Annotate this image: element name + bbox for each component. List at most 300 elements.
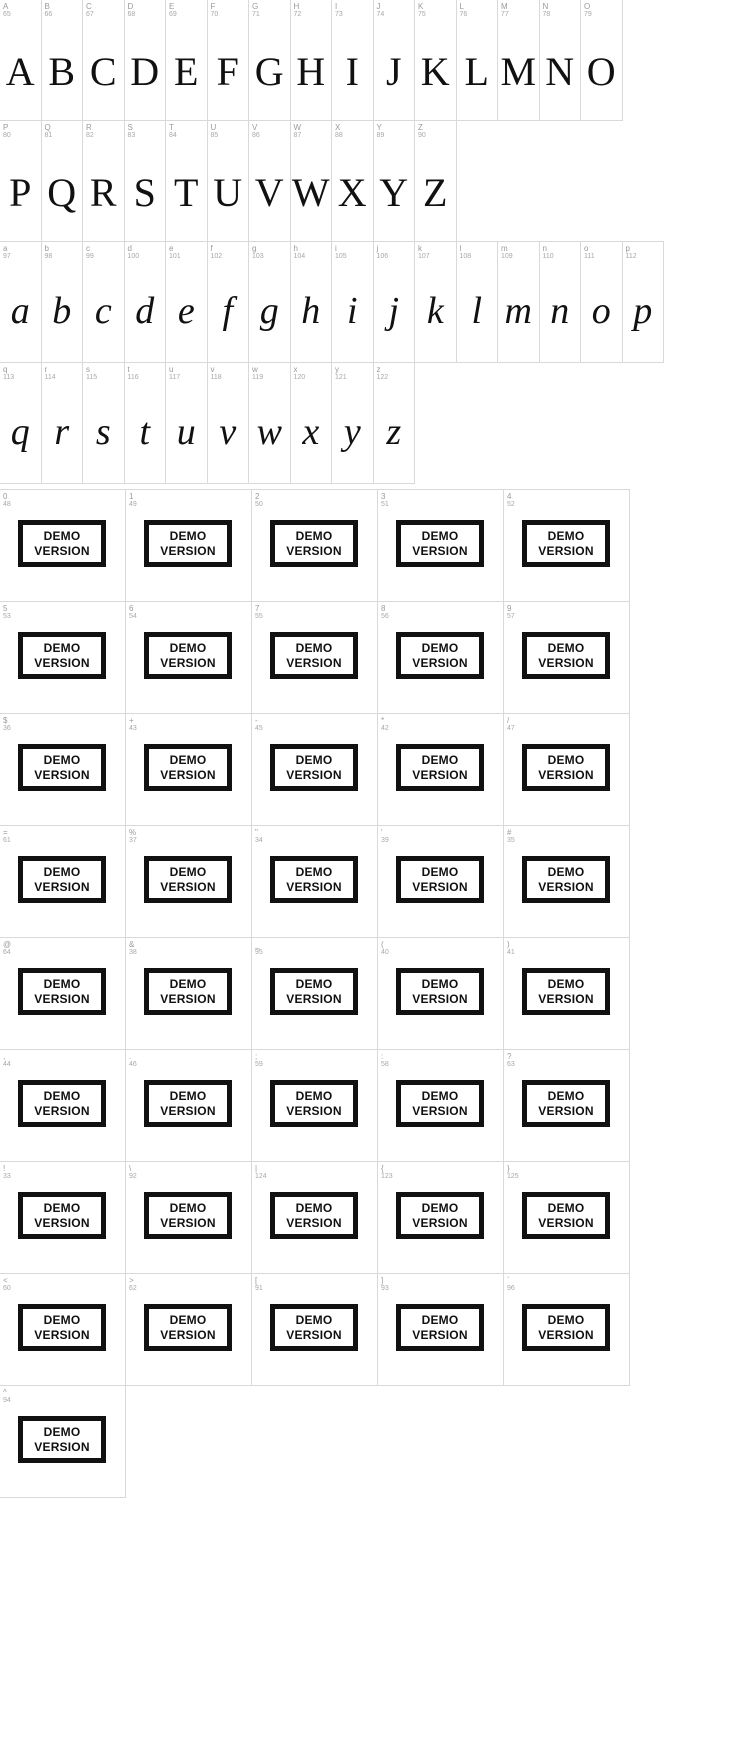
glyph-preview: I: [345, 49, 359, 94]
demo-cell[interactable]: [377, 601, 504, 714]
glyph-tag: } 125: [507, 1164, 519, 1180]
glyph-cell[interactable]: [124, 0, 167, 121]
glyph-cell[interactable]: [0, 362, 42, 484]
glyph-code: 102: [210, 253, 223, 260]
glyph-preview: k: [426, 290, 444, 332]
glyph-cell[interactable]: [82, 0, 125, 121]
glyph-code: 73: [335, 11, 343, 18]
glyph-code: 42: [381, 725, 389, 732]
glyph-tag: r 114: [44, 365, 56, 381]
glyph-tag: Y 89: [376, 123, 385, 139]
glyph-code: 78: [542, 11, 551, 18]
demo-version-badge: [144, 520, 232, 567]
glyph-tag: + 43: [129, 716, 137, 732]
demo-cell[interactable]: [251, 1161, 378, 1274]
demo-cell[interactable]: [251, 825, 378, 938]
glyph-cell[interactable]: [207, 0, 250, 121]
glyph-preview: Y: [379, 170, 409, 215]
glyph-cell[interactable]: [414, 120, 457, 242]
glyph-cell[interactable]: [497, 0, 540, 121]
demo-label-line1: DEMO: [43, 977, 81, 991]
demo-cell[interactable]: [377, 1049, 504, 1162]
demo-cell[interactable]: [125, 713, 252, 826]
glyph-cell[interactable]: [165, 362, 208, 484]
demo-label-line1: DEMO: [547, 641, 585, 655]
demo-label-line2: VERSION: [538, 544, 594, 558]
glyph-code: 79: [584, 11, 592, 18]
glyph-cell[interactable]: [248, 241, 291, 363]
glyph-preview: Q: [47, 170, 77, 215]
glyph-tag: { 123: [381, 1164, 393, 1180]
glyph-tag: J 74: [376, 2, 385, 18]
demo-cell[interactable]: [125, 937, 252, 1050]
glyph-preview: t: [139, 411, 151, 453]
glyph-tag: G 71: [252, 2, 260, 18]
demo-cell[interactable]: [0, 489, 126, 602]
glyph-code: 125: [507, 1173, 519, 1180]
glyph-preview: p: [633, 290, 653, 332]
glyph-code: 82: [86, 132, 94, 139]
demo-version-badge: [18, 968, 106, 1015]
demo-label-line1: DEMO: [547, 865, 585, 879]
glyph-tag: [ 91: [255, 1276, 263, 1292]
glyph-code: 41: [507, 949, 515, 956]
glyph-code: 55: [255, 613, 263, 620]
glyph-preview: D: [130, 49, 160, 94]
glyph-tag: k 107: [418, 244, 430, 260]
demo-version-badge: [522, 632, 610, 679]
demo-cell[interactable]: [251, 713, 378, 826]
glyph-tag: Q 81: [44, 123, 53, 139]
glyph-code: 105: [335, 253, 347, 260]
glyph-cell[interactable]: [373, 120, 416, 242]
glyph-cell[interactable]: [580, 0, 623, 121]
glyph-code: 116: [127, 374, 139, 381]
glyph-cell[interactable]: [82, 241, 125, 363]
demo-cell[interactable]: [251, 489, 378, 602]
glyph-tag: C 67: [86, 2, 94, 18]
glyph-code: 96: [507, 1285, 515, 1292]
demo-cell[interactable]: [251, 1273, 378, 1386]
demo-label-line2: VERSION: [34, 656, 90, 670]
glyph-code: 108: [459, 253, 472, 260]
demo-row: [0, 1050, 750, 1162]
glyph-tag: E 69: [169, 2, 177, 18]
demo-label-line2: VERSION: [286, 656, 342, 670]
demo-cell[interactable]: [503, 937, 630, 1050]
glyph-code: 114: [44, 374, 56, 381]
glyph-code: 104: [293, 253, 306, 260]
demo-cell[interactable]: [503, 1161, 630, 1274]
glyph-cell[interactable]: [82, 362, 125, 484]
demo-cell[interactable]: [0, 937, 126, 1050]
demo-label-line1: DEMO: [169, 641, 207, 655]
glyph-code: 118: [210, 374, 222, 381]
glyph-cell[interactable]: [207, 241, 250, 363]
glyph-code: 88: [335, 132, 343, 139]
glyph-code: 77: [501, 11, 509, 18]
demo-label-line1: DEMO: [421, 753, 459, 767]
demo-label-line1: DEMO: [169, 1089, 207, 1103]
glyph-cell[interactable]: [331, 362, 374, 484]
demo-cell[interactable]: [125, 601, 252, 714]
glyph-cell[interactable]: [165, 120, 208, 242]
demo-row: [0, 714, 750, 826]
glyph-tag: # 35: [507, 828, 515, 844]
demo-cell[interactable]: [377, 1273, 504, 1386]
demo-version-badge: [18, 744, 106, 791]
glyph-preview: b: [52, 290, 72, 332]
demo-version-badge: [396, 632, 484, 679]
glyph-tag: Z 90: [418, 123, 426, 139]
demo-label-line2: VERSION: [412, 992, 468, 1006]
demo-cell[interactable]: [125, 1161, 252, 1274]
glyph-preview: V: [254, 170, 284, 215]
glyph-cell[interactable]: [497, 241, 540, 363]
glyph-code: 74: [376, 11, 385, 18]
glyph-row: [0, 121, 750, 242]
demo-version-badge: [18, 1416, 106, 1463]
glyph-cell[interactable]: [207, 362, 250, 484]
glyph-code: 56: [381, 613, 389, 620]
demo-cell[interactable]: [125, 825, 252, 938]
glyph-code: 124: [255, 1173, 267, 1180]
demo-label-line2: VERSION: [286, 768, 342, 782]
demo-row: [0, 602, 750, 714]
glyph-tag: n 110: [542, 244, 554, 260]
demo-label-line2: VERSION: [34, 992, 90, 1006]
glyph-code: 49: [129, 501, 137, 508]
glyph-preview: U: [213, 170, 243, 215]
demo-cell[interactable]: [251, 1049, 378, 1162]
glyph-preview: H: [296, 49, 326, 94]
glyph-tag: N 78: [542, 2, 551, 18]
glyph-code: 72: [293, 11, 302, 18]
glyph-cell[interactable]: [373, 0, 416, 121]
demo-cell[interactable]: [0, 601, 126, 714]
glyph-cell[interactable]: [41, 0, 84, 121]
demo-label-line2: VERSION: [160, 768, 216, 782]
glyph-preview: W: [291, 170, 330, 215]
glyph-cell[interactable]: [290, 362, 333, 484]
glyph-cell[interactable]: [580, 241, 623, 363]
glyph-code: 39: [381, 837, 389, 844]
demo-version-badge: [522, 1304, 610, 1351]
glyph-tag: ] 93: [381, 1276, 389, 1292]
glyph-preview: w: [256, 411, 282, 453]
glyph-cell[interactable]: [41, 241, 84, 363]
demo-label-line2: VERSION: [412, 544, 468, 558]
glyph-preview: x: [302, 411, 320, 453]
demo-version-badge: [144, 632, 232, 679]
glyph-tag: ( 40: [381, 940, 389, 956]
glyph-cell[interactable]: [248, 120, 291, 242]
glyph-tag: F 70: [210, 2, 219, 18]
glyph-code: 87: [293, 132, 302, 139]
glyph-cell[interactable]: [456, 0, 499, 121]
demo-version-badge: [522, 744, 610, 791]
demo-version-badge: [144, 968, 232, 1015]
glyph-tag: 8 56: [381, 604, 389, 620]
glyph-code: 117: [169, 374, 181, 381]
glyph-preview: F: [216, 49, 239, 94]
glyph-tag: \ 92: [129, 1164, 137, 1180]
glyph-code: 83: [127, 132, 136, 139]
demo-cell[interactable]: [503, 1273, 630, 1386]
demo-label-line1: DEMO: [547, 1089, 585, 1103]
demo-label-line1: DEMO: [295, 753, 333, 767]
glyph-cell[interactable]: [248, 362, 291, 484]
glyph-code: 34: [255, 837, 263, 844]
glyph-code: 40: [381, 949, 389, 956]
glyph-code: 66: [44, 11, 53, 18]
glyph-preview: O: [586, 49, 616, 94]
demo-cell[interactable]: [377, 825, 504, 938]
demo-cell[interactable]: [503, 825, 630, 938]
demo-label-line1: DEMO: [43, 865, 81, 879]
glyph-cell[interactable]: [290, 241, 333, 363]
demo-label-line2: VERSION: [538, 1328, 594, 1342]
glyph-cell[interactable]: [414, 0, 457, 121]
demo-cell[interactable]: [251, 937, 378, 1050]
glyph-tag: = 61: [3, 828, 11, 844]
glyph-code: 69: [169, 11, 177, 18]
demo-cell[interactable]: [377, 1161, 504, 1274]
glyph-preview: j: [388, 290, 400, 332]
demo-cell[interactable]: [125, 1049, 252, 1162]
demo-label-line2: VERSION: [34, 880, 90, 894]
demo-version-badge: [144, 856, 232, 903]
demo-row: [0, 1162, 750, 1274]
glyph-code: 59: [255, 1061, 263, 1068]
glyph-cell[interactable]: [124, 241, 167, 363]
demo-label-line2: VERSION: [34, 1104, 90, 1118]
glyph-preview: P: [9, 170, 32, 215]
glyph-code: 107: [418, 253, 430, 260]
glyph-cell[interactable]: [414, 241, 457, 363]
demo-label-line1: DEMO: [169, 977, 207, 991]
glyph-cell[interactable]: [124, 120, 167, 242]
glyph-code: 106: [376, 253, 389, 260]
glyph-cell[interactable]: [0, 0, 42, 121]
glyph-code: 76: [459, 11, 468, 18]
glyph-code: 65: [3, 11, 11, 18]
glyph-tag: D 68: [127, 2, 136, 18]
glyph-tag: > 62: [129, 1276, 137, 1292]
demo-label-line1: DEMO: [547, 753, 585, 767]
demo-cell[interactable]: [503, 489, 630, 602]
glyph-tag: < 60: [3, 1276, 11, 1292]
glyph-code: 98: [44, 253, 53, 260]
glyph-code: 81: [44, 132, 53, 139]
demo-version-badge: [396, 968, 484, 1015]
glyph-cell[interactable]: [290, 120, 333, 242]
demo-cell[interactable]: [503, 1049, 630, 1162]
glyph-code: 33: [3, 1173, 11, 1180]
glyph-tag: x 120: [293, 365, 306, 381]
glyph-code: 62: [129, 1285, 137, 1292]
glyph-tag: 6 54: [129, 604, 137, 620]
demo-version-badge: [18, 632, 106, 679]
demo-version-badge: [270, 520, 358, 567]
glyph-code: 94: [3, 1397, 11, 1404]
glyph-tag: m 109: [501, 244, 513, 260]
demo-version-badge: [270, 1304, 358, 1351]
glyph-cell[interactable]: [539, 0, 582, 121]
glyph-preview: l: [471, 290, 483, 332]
glyph-tag: V 86: [252, 123, 260, 139]
glyph-cell[interactable]: [248, 0, 291, 121]
demo-label-line2: VERSION: [286, 1328, 342, 1342]
demo-label-line2: VERSION: [538, 656, 594, 670]
demo-version-badge: [270, 1192, 358, 1239]
glyph-cell[interactable]: [207, 120, 250, 242]
demo-cell[interactable]: [125, 489, 252, 602]
glyph-preview: B: [48, 49, 76, 94]
glyph-code: 60: [3, 1285, 11, 1292]
glyph-cell[interactable]: [331, 241, 374, 363]
demo-label-line1: DEMO: [169, 1201, 207, 1215]
glyph-tag: i 105: [335, 244, 347, 260]
glyph-cell[interactable]: [82, 120, 125, 242]
glyph-code: 67: [86, 11, 94, 18]
glyph-cell[interactable]: [41, 362, 84, 484]
glyph-tag: s 115: [86, 365, 98, 381]
glyph-cell[interactable]: [539, 241, 582, 363]
glyph-cell[interactable]: [290, 0, 333, 121]
demo-cell[interactable]: [125, 1273, 252, 1386]
demo-version-badge: [396, 744, 484, 791]
glyph-preview: c: [94, 290, 112, 332]
glyph-tag: / 47: [507, 716, 515, 732]
glyph-code: 43: [129, 725, 137, 732]
demo-version-badge: [396, 1080, 484, 1127]
glyph-code: 37: [129, 837, 137, 844]
demo-label-line1: DEMO: [169, 753, 207, 767]
glyph-code: 92: [129, 1173, 137, 1180]
glyph-code: 52: [507, 501, 515, 508]
glyph-tag: M 77: [501, 2, 509, 18]
demo-label-line2: VERSION: [538, 768, 594, 782]
demo-cell[interactable]: [377, 489, 504, 602]
demo-label-line2: VERSION: [34, 1216, 90, 1230]
glyph-preview: C: [89, 49, 117, 94]
glyph-tag: 4 52: [507, 492, 515, 508]
demo-cell[interactable]: [377, 937, 504, 1050]
demo-cell[interactable]: [503, 601, 630, 714]
glyph-tag: d 100: [127, 244, 140, 260]
glyph-row: [0, 0, 750, 121]
glyph-tag: A 65: [3, 2, 11, 18]
demo-cell[interactable]: [377, 713, 504, 826]
glyph-tag: c 99: [86, 244, 94, 260]
glyph-code: 57: [507, 613, 515, 620]
glyph-code: 38: [129, 949, 137, 956]
glyph-tag: v 118: [210, 365, 222, 381]
glyph-preview: E: [174, 49, 199, 94]
demo-version-badge: [144, 1192, 232, 1239]
glyph-preview: u: [176, 411, 196, 453]
glyph-code: 112: [625, 253, 637, 260]
glyph-tag: t 116: [127, 365, 139, 381]
glyph-code: 71: [252, 11, 260, 18]
glyph-cell[interactable]: [124, 362, 167, 484]
demo-cell[interactable]: [251, 601, 378, 714]
demo-cell[interactable]: [0, 1385, 126, 1498]
glyph-code: 115: [86, 374, 98, 381]
demo-label-line2: VERSION: [160, 1328, 216, 1342]
glyph-code: 48: [3, 501, 11, 508]
glyph-cell[interactable]: [0, 120, 42, 242]
glyph-tag: h 104: [293, 244, 306, 260]
glyph-tag: l 108: [459, 244, 472, 260]
glyph-cell[interactable]: [165, 0, 208, 121]
glyph-cell[interactable]: [41, 120, 84, 242]
demo-version-badge: [522, 856, 610, 903]
glyph-tag: ' 39: [381, 828, 389, 844]
glyph-preview: o: [591, 290, 611, 332]
demo-label-line2: VERSION: [412, 880, 468, 894]
demo-cell[interactable]: [0, 1273, 126, 1386]
glyph-tag: p 112: [625, 244, 637, 260]
demo-label-line1: DEMO: [421, 641, 459, 655]
demo-label-line1: DEMO: [421, 977, 459, 991]
demo-label-line1: DEMO: [43, 1089, 81, 1103]
glyph-tag: & 38: [129, 940, 137, 956]
glyph-code: 99: [86, 253, 94, 260]
demo-row: [0, 938, 750, 1050]
glyph-tag: q 113: [3, 365, 15, 381]
glyph-preview: X: [337, 170, 367, 215]
glyph-cell[interactable]: [622, 241, 665, 363]
demo-label-line2: VERSION: [34, 1440, 90, 1454]
glyph-tag: $ 36: [3, 716, 11, 732]
glyph-preview: a: [10, 290, 30, 332]
demo-cell[interactable]: [0, 1049, 126, 1162]
glyph-tag: - 45: [255, 716, 263, 732]
glyph-cell[interactable]: [456, 241, 499, 363]
demo-label-line2: VERSION: [538, 880, 594, 894]
demo-cell[interactable]: [0, 713, 126, 826]
glyph-code: 86: [252, 132, 260, 139]
glyph-cell[interactable]: [165, 241, 208, 363]
demo-version-badge: [18, 1192, 106, 1239]
glyph-cell[interactable]: [0, 241, 42, 363]
glyph-tag: y 121: [335, 365, 347, 381]
glyph-cell[interactable]: [373, 241, 416, 363]
demo-label-line2: VERSION: [538, 992, 594, 1006]
demo-label-line2: VERSION: [160, 544, 216, 558]
glyph-preview: m: [504, 290, 532, 332]
demo-label-line1: DEMO: [295, 1089, 333, 1103]
glyph-code: 50: [255, 501, 263, 508]
glyph-cell[interactable]: [331, 120, 374, 242]
glyph-code: 91: [255, 1285, 263, 1292]
glyph-tag: ? 63: [507, 1052, 515, 1068]
glyph-tag: U 85: [210, 123, 219, 139]
glyph-cell[interactable]: [331, 0, 374, 121]
demo-cell[interactable]: [503, 713, 630, 826]
glyph-preview: z: [386, 411, 402, 453]
glyph-tag: T 84: [169, 123, 177, 139]
demo-label-line1: DEMO: [295, 1201, 333, 1215]
glyph-code: 85: [210, 132, 219, 139]
glyph-cell[interactable]: [373, 362, 416, 484]
demo-cell[interactable]: [0, 1161, 126, 1274]
demo-version-badge: [144, 1304, 232, 1351]
demo-cell[interactable]: [0, 825, 126, 938]
demo-version-badge: [396, 856, 484, 903]
